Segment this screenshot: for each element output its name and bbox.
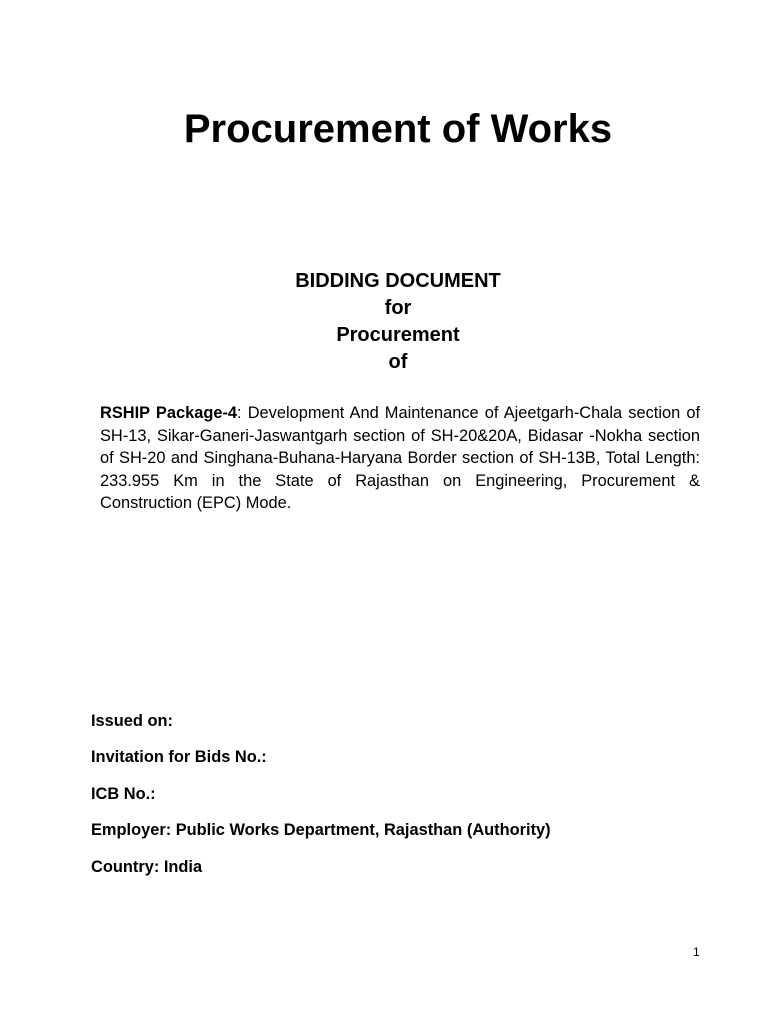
icb-number-label: ICB No.: [91, 784, 156, 803]
invitation-for-bids-label: Invitation for Bids No.: [91, 748, 267, 767]
subtitle-block [0, 268, 768, 376]
page-title: Procurement of Works [183, 107, 613, 151]
package-label: RSHIP Package-4 [100, 404, 238, 422]
subtitle-line-procurement: Procurement [336, 324, 460, 346]
package-description: : Development And Maintenance of Ajeetgarh-Chala section of SH-13, Sikar-Ganeri-Jaswantgarh section of SH-20&20A, Bidasar -Nokha section of SH-20 and Singhana-Buhana-Haryana Border section of SH-13B, Total Length: 233.955 Km in the State of Rajasthan on Engineering, Procurement & Construction (EPC) Mode. [100, 404, 700, 512]
bid-info-block [91, 711, 711, 893]
country-line: Country: India [91, 857, 203, 876]
page-number: 1 [693, 945, 700, 959]
subtitle-line-for: for [384, 297, 412, 319]
subtitle-line-of: of [388, 351, 408, 373]
employer-line: Employer: Public Works Department, Rajasthan (Authority) [91, 821, 551, 840]
subtitle-line-bidding-document: BIDDING DOCUMENT [295, 270, 501, 292]
project-description [100, 402, 700, 515]
issued-on-label: Issued on: [91, 712, 173, 730]
